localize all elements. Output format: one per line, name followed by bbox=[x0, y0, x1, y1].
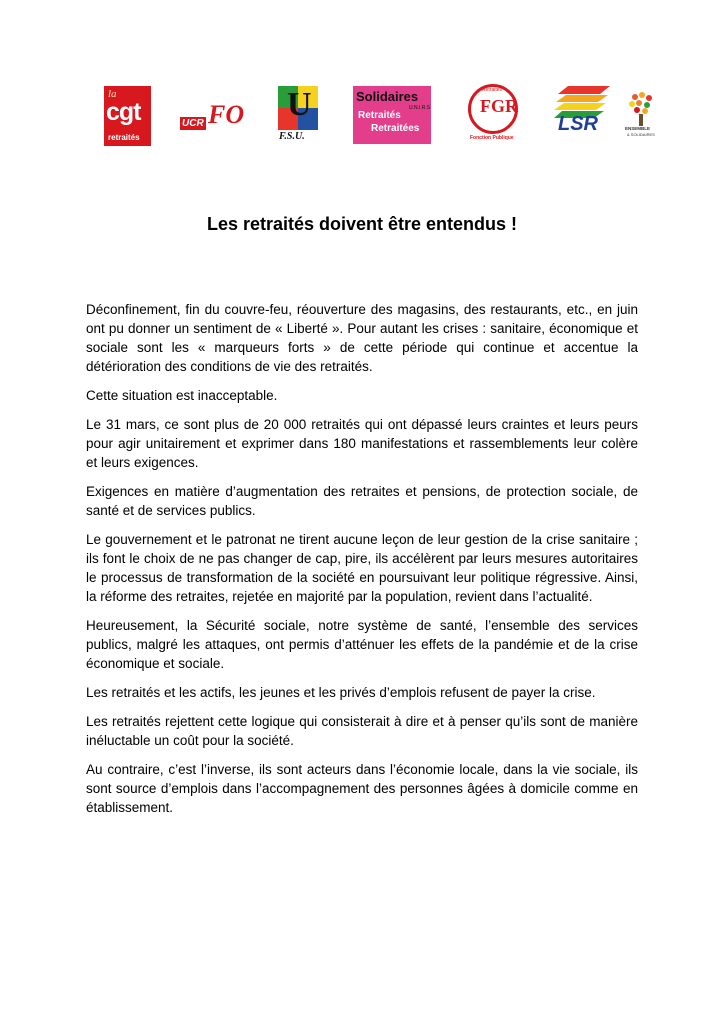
lsr-logo bbox=[554, 84, 610, 134]
cgt-retraites-logo bbox=[104, 86, 151, 146]
page-title: Les retraités doivent être entendus ! bbox=[206, 214, 518, 234]
solidaires-retraitees: Retraitées bbox=[371, 123, 420, 134]
paragraph: Le gouvernement et le patronat ne tirent aucune leçon de leur gestion de la crise sanitaire ; ils font le choix de ne pas changer de cap, pire, ils accélèrent par leurs mesures autoritaires le processus de transformation de la société en poursuivant leur politique régressive. Ainsi, la réforme des retraites, rejetée en majorité par la population, revient dans l’actualité. bbox=[86, 532, 638, 604]
paragraph: Heureusement, la Sécurité sociale, notre système de santé, l’ensemble des services publics, malgré les attaques, ont permis d’atténuer les effets de la pandémie et de la crise économique et sociale. bbox=[86, 618, 638, 671]
paragraph: Cette situation est inacceptable. bbox=[86, 388, 278, 403]
paragraph: Le 31 mars, ce sont plus de 20 000 retraités qui ont dépassé leurs craintes et leurs peurs pour agir unitairement et exprimer dans 180 manifestations et rassemblements leur colère et leurs exigences. bbox=[86, 417, 638, 470]
solidaires-subtext: & SOLIDAIRES bbox=[627, 132, 655, 137]
fgr-top-text: Retraités bbox=[482, 87, 503, 93]
paragraph: Les retraités rejettent cette logique qui consisterait à dire et à penser qu’ils sont de manière inéluctable un coût pour la société. bbox=[86, 714, 638, 748]
cgt-text: cgt bbox=[106, 98, 141, 126]
ucr-fo-logo bbox=[180, 100, 245, 134]
lsr-text: LSR bbox=[558, 113, 598, 134]
fgr-bottom-text: Fonction Publique bbox=[470, 135, 514, 141]
solidaires-retraites: Retraités bbox=[358, 110, 401, 121]
ensemble-solidaires-logo bbox=[624, 92, 658, 142]
fsu-color-block bbox=[278, 86, 318, 130]
body-text bbox=[86, 300, 638, 827]
solidaires-logo: Solidaires U.N.I.R.S Retraités Retraitées bbox=[353, 86, 431, 144]
cgt-la-text: la bbox=[108, 88, 117, 100]
fsu-logo bbox=[274, 84, 324, 144]
fgr-fp-logo bbox=[464, 84, 524, 144]
solidaires-title: Solidaires bbox=[356, 89, 419, 104]
cgt-retraites-text: retraités bbox=[108, 133, 140, 142]
fo-text: FO bbox=[208, 100, 245, 129]
paragraph: Les retraités et les actifs, les jeunes et les privés d’emplois refusent de payer la crise. bbox=[86, 685, 596, 700]
fgr-monogram: FGR bbox=[480, 96, 518, 116]
ensemble-text: ENSEMBLE bbox=[625, 126, 651, 131]
logo-banner bbox=[0, 0, 724, 160]
fsu-label: F.S.U. bbox=[279, 131, 305, 142]
ucr-text: UCR bbox=[182, 118, 204, 129]
paragraph: Exigences en matière d’augmentation des retraites et pensions, de protection sociale, de santé et de services publics. bbox=[86, 484, 638, 518]
paragraph: Déconfinement, fin du couvre-feu, réouverture des magasins, des restaurants, etc., en juin ont pu donner un sentiment de « Liberté ». Pour autant les crises : sanitaire, économique et sociale sont les « marqueurs forts » de cette période qui continue et accentue la détérioration des conditions de vie des retraités. bbox=[86, 302, 638, 374]
fsu-u-letter: U bbox=[287, 86, 312, 123]
paragraph: Au contraire, c’est l’inverse, ils sont acteurs dans l’économie locale, dans la vie sociale, ils sont source d’emplois dans l’accompagnement des personnes âgées à domicile comme en établissement. bbox=[86, 762, 638, 815]
